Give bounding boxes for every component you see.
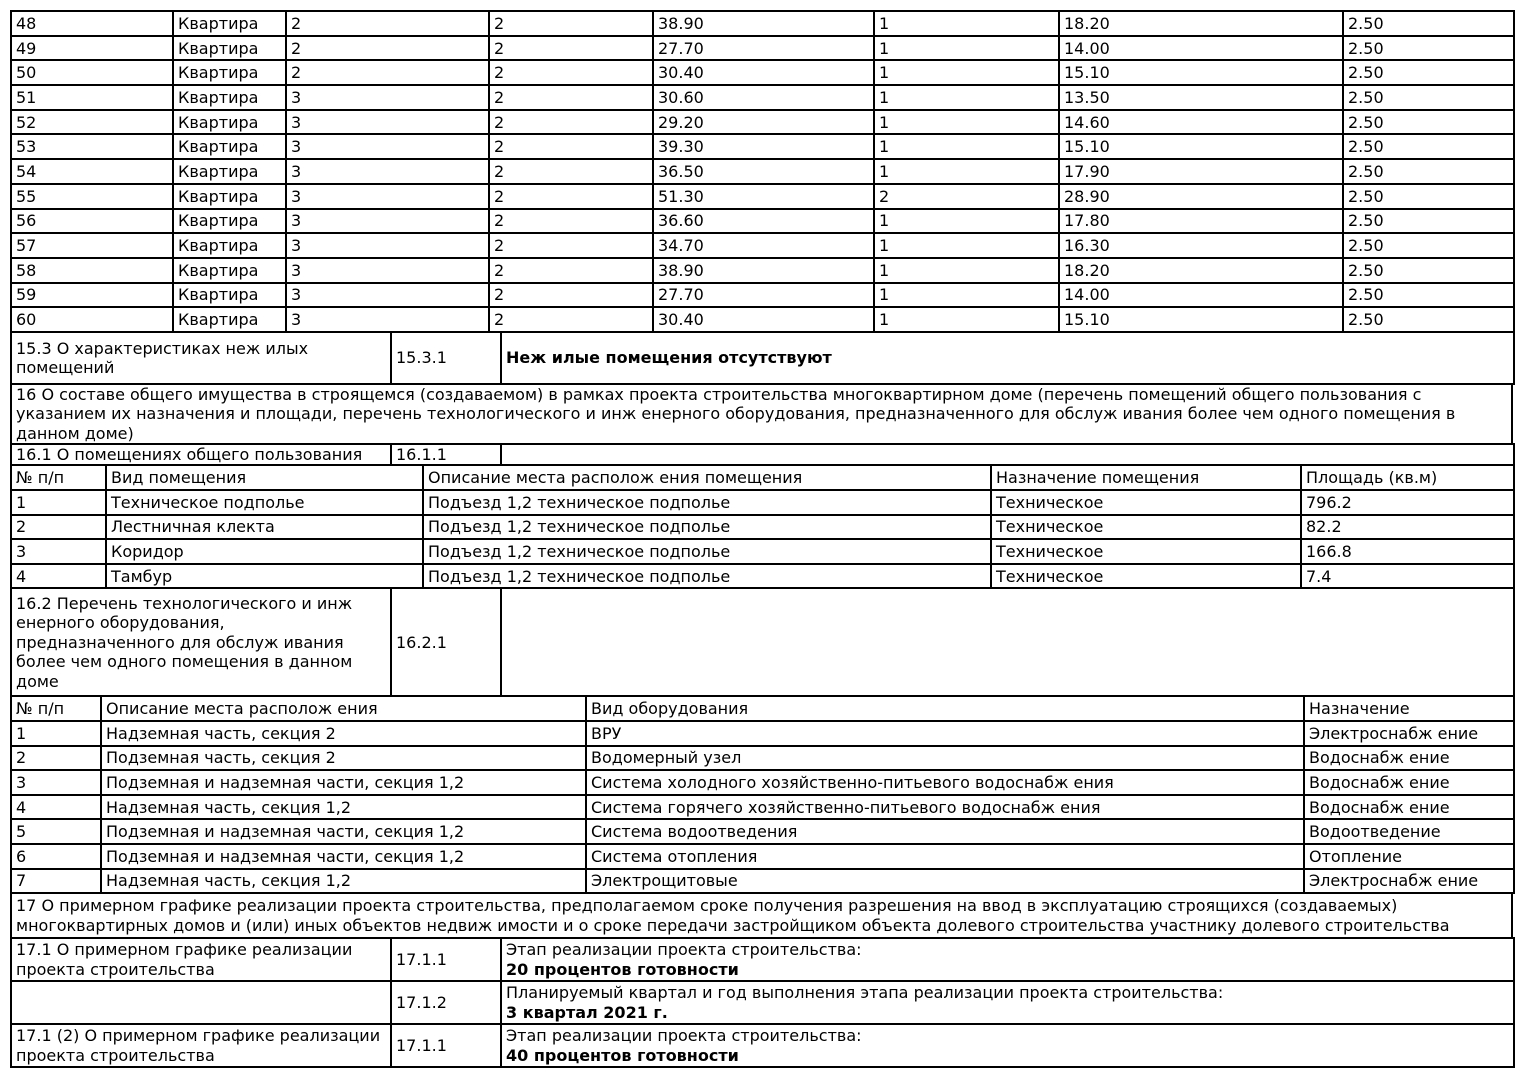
apartment-purpose-cell: Квартира [173, 283, 286, 308]
equipment-row [11, 721, 1514, 746]
apartment-entrance-cell: 2 [489, 11, 653, 36]
room-location-cell: Подъезд 1,2 техническое подполье [423, 515, 991, 540]
equipment-purpose-cell: Водоснабж ение [1304, 770, 1514, 795]
apartment-rooms-count-cell: 1 [874, 233, 1059, 258]
apartment-floor-cell: 2 [286, 60, 489, 85]
apartment-purpose-cell: Квартира [173, 134, 286, 159]
apartment-row [11, 233, 1514, 258]
apartment-living-area-cell: 15.10 [1059, 307, 1343, 332]
room-purpose-cell: Техническое [991, 515, 1301, 540]
apartment-ceiling-height-cell: 2.50 [1343, 283, 1514, 308]
schedule-value-cell [501, 938, 1514, 981]
schedule-stage-line: Этап реализации проекта строительства: [506, 1025, 862, 1045]
apartment-ceiling-height-cell: 2.50 [1343, 85, 1514, 110]
section-heading-row [11, 893, 1512, 938]
room-num-cell: 1 [11, 490, 106, 515]
apartment-total-area-cell: 30.60 [653, 85, 874, 110]
apartment-row [11, 60, 1514, 85]
apartment-number-cell: 48 [11, 11, 173, 36]
section-16-1-label: 16.1 О помещениях общего пользования [11, 444, 391, 465]
apartment-total-area-cell: 27.70 [653, 36, 874, 61]
apartment-floor-cell: 3 [286, 283, 489, 308]
apartment-purpose-cell: Квартира [173, 159, 286, 184]
apartment-floor-cell: 3 [286, 159, 489, 184]
common-rooms-header-row [11, 465, 1514, 490]
equipment-purpose-cell: Водоснабж ение [1304, 746, 1514, 771]
apartment-total-area-cell: 38.90 [653, 258, 874, 283]
apartment-rooms-count-cell: 1 [874, 283, 1059, 308]
apartment-ceiling-height-cell: 2.50 [1343, 233, 1514, 258]
equipment-row [11, 844, 1514, 869]
apartment-row [11, 110, 1514, 135]
apartment-row [11, 258, 1514, 283]
apartment-total-area-cell: 51.30 [653, 184, 874, 209]
apartment-floor-cell: 3 [286, 85, 489, 110]
equipment-location-cell: Надземная часть, секция 2 [101, 721, 586, 746]
schedule-code-cell: 17.1.2 [391, 981, 501, 1024]
room-type-cell: Лестничная клекта [106, 515, 423, 540]
apartment-entrance-cell: 2 [489, 307, 653, 332]
section-17-text: 17 О примерном графике реализации проекта строительства, предполагаемом сроке получения разрешения на ввод в эксплуатацию строящихся (создаваемых) многоквартирных домов и (или) иных объектов недвиж имости и о сроке передачи застройщиком объекта долевого строительства участнику долевого строительства [11, 893, 1512, 938]
schedule-code-cell: 17.1.1 [391, 1024, 501, 1067]
equipment-row [11, 869, 1514, 894]
equipment-type-cell: ВРУ [586, 721, 1304, 746]
apartment-ceiling-height-cell: 2.50 [1343, 159, 1514, 184]
apartment-ceiling-height-cell: 2.50 [1343, 307, 1514, 332]
section-16-2-row [10, 587, 1515, 697]
apartment-living-area-cell: 14.60 [1059, 110, 1343, 135]
apartment-row [11, 159, 1514, 184]
apartment-total-area-cell: 29.20 [653, 110, 874, 135]
apartment-total-area-cell: 34.70 [653, 233, 874, 258]
apartment-ceiling-height-cell: 2.50 [1343, 209, 1514, 234]
equipment-header-row [11, 696, 1514, 721]
apartment-number-cell: 51 [11, 85, 173, 110]
section-15-3-code: 15.3.1 [391, 332, 501, 384]
section-15-3-row [10, 331, 1515, 385]
apartment-entrance-cell: 2 [489, 258, 653, 283]
schedule-stage-line: Планируемый квартал и год выполнения этапа реализации проекта строительства: [506, 982, 1224, 1002]
apartment-row [11, 85, 1514, 110]
apartment-living-area-cell: 13.50 [1059, 85, 1343, 110]
apartment-number-cell: 59 [11, 283, 173, 308]
apartment-number-cell: 55 [11, 184, 173, 209]
section-15-3-label: 15.3 О характеристиках неж илых помещений [11, 332, 391, 384]
apartment-purpose-cell: Квартира [173, 258, 286, 283]
apartment-rooms-count-cell: 2 [874, 184, 1059, 209]
apartment-entrance-cell: 2 [489, 209, 653, 234]
header-num-cell: № п/п [11, 696, 101, 721]
header-location-cell: Описание места располож ения [101, 696, 586, 721]
apartment-living-area-cell: 18.20 [1059, 11, 1343, 36]
apartment-entrance-cell: 2 [489, 134, 653, 159]
apartment-rooms-count-cell: 1 [874, 159, 1059, 184]
header-room-type-cell: Вид помещения [106, 465, 423, 490]
apartment-living-area-cell: 17.80 [1059, 209, 1343, 234]
apartment-entrance-cell: 2 [489, 110, 653, 135]
equipment-num-cell: 2 [11, 746, 101, 771]
apartment-ceiling-height-cell: 2.50 [1343, 184, 1514, 209]
apartment-entrance-cell: 2 [489, 184, 653, 209]
equipment-purpose-cell: Электроснабж ение [1304, 869, 1514, 894]
apartment-number-cell: 54 [11, 159, 173, 184]
apartment-floor-cell: 3 [286, 307, 489, 332]
schedule-value-cell [501, 981, 1514, 1024]
header-equipment-type-cell: Вид оборудования [586, 696, 1304, 721]
equipment-row [11, 795, 1514, 820]
apartment-purpose-cell: Квартира [173, 110, 286, 135]
section-row [11, 444, 1514, 465]
equipment-purpose-cell: Водоснабж ение [1304, 795, 1514, 820]
apartment-rooms-count-cell: 1 [874, 60, 1059, 85]
apartment-total-area-cell: 39.30 [653, 134, 874, 159]
apartment-number-cell: 58 [11, 258, 173, 283]
apartment-number-cell: 57 [11, 233, 173, 258]
apartment-row [11, 11, 1514, 36]
schedule-row [11, 1024, 1514, 1067]
apartment-total-area-cell: 38.90 [653, 11, 874, 36]
apartment-purpose-cell: Квартира [173, 209, 286, 234]
apartment-rooms-count-cell: 1 [874, 36, 1059, 61]
apartment-floor-cell: 3 [286, 110, 489, 135]
apartment-purpose-cell: Квартира [173, 11, 286, 36]
room-location-cell: Подъезд 1,2 техническое подполье [423, 539, 991, 564]
equipment-location-cell: Подземная и надземная части, секция 1,2 [101, 770, 586, 795]
section-16-heading [10, 383, 1513, 446]
apartment-floor-cell: 3 [286, 184, 489, 209]
apartment-living-area-cell: 14.00 [1059, 36, 1343, 61]
section-row [11, 332, 1514, 384]
apartment-total-area-cell: 27.70 [653, 283, 874, 308]
room-area-cell: 796.2 [1301, 490, 1514, 515]
apartment-floor-cell: 2 [286, 36, 489, 61]
apartment-entrance-cell: 2 [489, 85, 653, 110]
section-heading-row [11, 384, 1512, 445]
equipment-location-cell: Подземная часть, секция 2 [101, 746, 586, 771]
equipment-purpose-cell: Водоотведение [1304, 819, 1514, 844]
equipment-type-cell: Система горячего хозяйственно-питьевого водоснабж ения [586, 795, 1304, 820]
apartment-rooms-count-cell: 1 [874, 134, 1059, 159]
schedule-stage-value: 20 процентов готовности [506, 959, 739, 979]
section-16-1-code: 16.1.1 [391, 444, 501, 465]
apartment-rooms-count-cell: 1 [874, 85, 1059, 110]
equipment-row [11, 819, 1514, 844]
equipment-type-cell: Система холодного хозяйственно-питьевого водоснабж ения [586, 770, 1304, 795]
apartment-purpose-cell: Квартира [173, 184, 286, 209]
schedule-stage-value: 40 процентов готовности [506, 1045, 739, 1065]
equipment-location-cell: Надземная часть, секция 1,2 [101, 795, 586, 820]
schedule-stage-line: Этап реализации проекта строительства: [506, 939, 862, 959]
room-area-cell: 166.8 [1301, 539, 1514, 564]
equipment-num-cell: 6 [11, 844, 101, 869]
apartment-rooms-count-cell: 1 [874, 11, 1059, 36]
section-16-text: 16 О составе общего имущества в строящемся (создаваемом) в рамках проекта строительства многоквартирном доме (перечень помещений общего пользования с указанием их назначения и площади, перечень технологического и инж енерного оборудования, предназначенного для обслуж ивания более чем одного помещения в данном доме) [11, 384, 1512, 445]
apartment-total-area-cell: 30.40 [653, 60, 874, 85]
apartments-table [10, 10, 1515, 333]
equipment-type-cell: Система отопления [586, 844, 1304, 869]
equipment-type-cell: Водомерный узел [586, 746, 1304, 771]
section-16-1-row [10, 443, 1515, 466]
apartment-row [11, 184, 1514, 209]
apartment-rooms-count-cell: 1 [874, 307, 1059, 332]
room-type-cell: Тамбур [106, 564, 423, 589]
room-purpose-cell: Техническое [991, 564, 1301, 589]
apartment-total-area-cell: 36.60 [653, 209, 874, 234]
section-17-heading [10, 892, 1513, 939]
equipment-num-cell: 7 [11, 869, 101, 894]
apartment-ceiling-height-cell: 2.50 [1343, 36, 1514, 61]
schedule-label-cell: 17.1 (2) О примерном графике реализации проекта строительства [11, 1024, 391, 1067]
common-room-row [11, 515, 1514, 540]
apartment-purpose-cell: Квартира [173, 307, 286, 332]
apartment-number-cell: 53 [11, 134, 173, 159]
room-purpose-cell: Техническое [991, 539, 1301, 564]
schedule-row [11, 938, 1514, 981]
apartment-entrance-cell: 2 [489, 60, 653, 85]
header-location-cell: Описание места располож ения помещения [423, 465, 991, 490]
apartment-ceiling-height-cell: 2.50 [1343, 258, 1514, 283]
room-num-cell: 2 [11, 515, 106, 540]
common-room-row [11, 490, 1514, 515]
apartment-floor-cell: 3 [286, 233, 489, 258]
section-16-2-code: 16.2.1 [391, 588, 501, 696]
equipment-num-cell: 3 [11, 770, 101, 795]
section-16-1-value [501, 444, 1514, 465]
equipment-type-cell: Система водоотведения [586, 819, 1304, 844]
common-room-row [11, 539, 1514, 564]
room-type-cell: Техническое подполье [106, 490, 423, 515]
apartment-floor-cell: 3 [286, 134, 489, 159]
room-area-cell: 7.4 [1301, 564, 1514, 589]
apartment-rooms-count-cell: 1 [874, 110, 1059, 135]
apartment-living-area-cell: 14.00 [1059, 283, 1343, 308]
apartment-living-area-cell: 15.10 [1059, 134, 1343, 159]
equipment-row [11, 746, 1514, 771]
apartment-number-cell: 49 [11, 36, 173, 61]
equipment-type-cell: Электрощитовые [586, 869, 1304, 894]
apartment-entrance-cell: 2 [489, 283, 653, 308]
apartment-living-area-cell: 17.90 [1059, 159, 1343, 184]
apartment-entrance-cell: 2 [489, 36, 653, 61]
apartment-number-cell: 56 [11, 209, 173, 234]
apartment-rooms-count-cell: 1 [874, 258, 1059, 283]
apartment-row [11, 36, 1514, 61]
apartment-ceiling-height-cell: 2.50 [1343, 134, 1514, 159]
apartment-purpose-cell: Квартира [173, 36, 286, 61]
header-area-cell: Площадь (кв.м) [1301, 465, 1514, 490]
equipment-purpose-cell: Отопление [1304, 844, 1514, 869]
apartment-entrance-cell: 2 [489, 233, 653, 258]
schedule-row [11, 981, 1514, 1024]
apartment-row [11, 283, 1514, 308]
equipment-location-cell: Подземная и надземная части, секция 1,2 [101, 844, 586, 869]
apartment-ceiling-height-cell: 2.50 [1343, 11, 1514, 36]
apartment-floor-cell: 3 [286, 258, 489, 283]
section-16-2-label: 16.2 Перечень технологического и инж енерного оборудования, предназначенного для обслуж ивания более чем одного помещения в данном доме [11, 588, 391, 696]
apartment-floor-cell: 3 [286, 209, 489, 234]
apartment-ceiling-height-cell: 2.50 [1343, 110, 1514, 135]
room-area-cell: 82.2 [1301, 515, 1514, 540]
equipment-table [10, 695, 1515, 894]
apartment-row [11, 307, 1514, 332]
project-declaration-document [10, 10, 1513, 1068]
section-row [11, 588, 1514, 696]
apartment-total-area-cell: 30.40 [653, 307, 874, 332]
schedule-label-cell [11, 981, 391, 1024]
apartment-purpose-cell: Квартира [173, 60, 286, 85]
equipment-location-cell: Надземная часть, секция 1,2 [101, 869, 586, 894]
apartment-living-area-cell: 15.10 [1059, 60, 1343, 85]
schedule-stage-value: 3 квартал 2021 г. [506, 1002, 668, 1022]
apartment-row [11, 209, 1514, 234]
common-room-row [11, 564, 1514, 589]
equipment-location-cell: Подземная и надземная части, секция 1,2 [101, 819, 586, 844]
equipment-purpose-cell: Электроснабж ение [1304, 721, 1514, 746]
equipment-num-cell: 4 [11, 795, 101, 820]
schedule-label-cell: 17.1 О примерном графике реализации проекта строительства [11, 938, 391, 981]
apartment-living-area-cell: 28.90 [1059, 184, 1343, 209]
schedule-value-cell [501, 1024, 1514, 1067]
apartment-entrance-cell: 2 [489, 159, 653, 184]
schedule-table [10, 937, 1515, 1068]
apartment-ceiling-height-cell: 2.50 [1343, 60, 1514, 85]
apartment-total-area-cell: 36.50 [653, 159, 874, 184]
section-16-2-value [501, 588, 1514, 696]
apartment-purpose-cell: Квартира [173, 233, 286, 258]
apartment-floor-cell: 2 [286, 11, 489, 36]
header-purpose-cell: Назначение помещения [991, 465, 1301, 490]
room-location-cell: Подъезд 1,2 техническое подполье [423, 564, 991, 589]
equipment-num-cell: 5 [11, 819, 101, 844]
schedule-code-cell: 17.1.1 [391, 938, 501, 981]
equipment-num-cell: 1 [11, 721, 101, 746]
apartment-living-area-cell: 18.20 [1059, 258, 1343, 283]
apartment-number-cell: 52 [11, 110, 173, 135]
apartment-row [11, 134, 1514, 159]
equipment-row [11, 770, 1514, 795]
room-type-cell: Коридор [106, 539, 423, 564]
room-location-cell: Подъезд 1,2 техническое подполье [423, 490, 991, 515]
room-num-cell: 3 [11, 539, 106, 564]
header-num-cell: № п/п [11, 465, 106, 490]
apartment-number-cell: 50 [11, 60, 173, 85]
section-15-3-value: Неж илые помещения отсутствуют [501, 332, 1514, 384]
room-purpose-cell: Техническое [991, 490, 1301, 515]
room-num-cell: 4 [11, 564, 106, 589]
apartment-rooms-count-cell: 1 [874, 209, 1059, 234]
apartment-purpose-cell: Квартира [173, 85, 286, 110]
apartment-number-cell: 60 [11, 307, 173, 332]
common-rooms-table [10, 464, 1515, 589]
header-purpose-cell: Назначение [1304, 696, 1514, 721]
apartment-living-area-cell: 16.30 [1059, 233, 1343, 258]
